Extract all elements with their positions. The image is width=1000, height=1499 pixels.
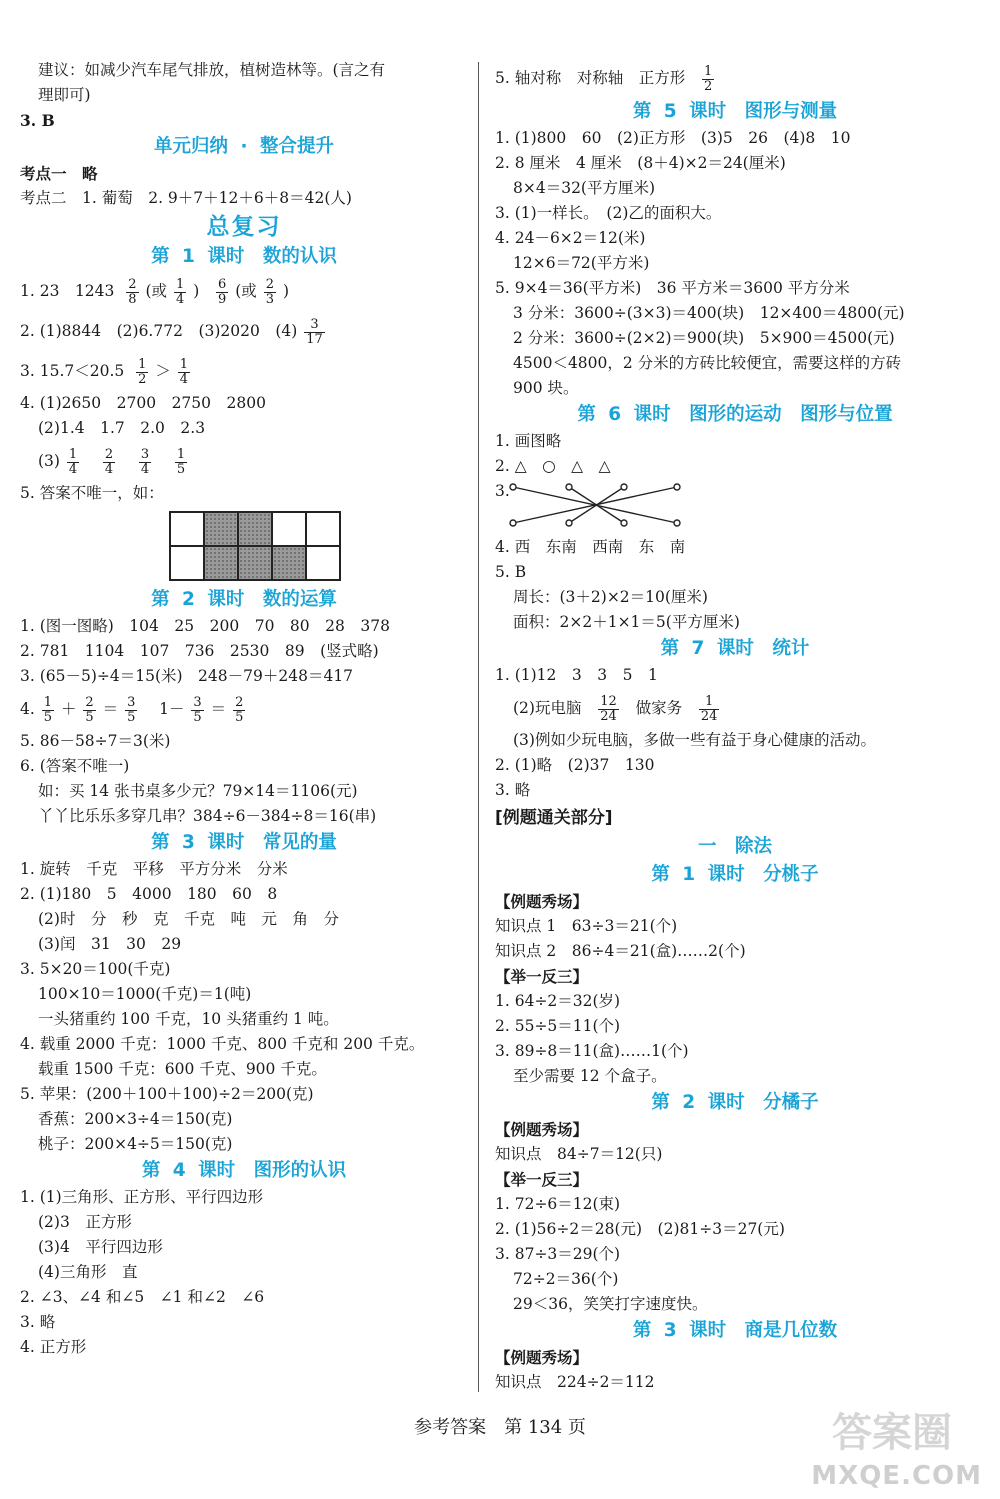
text-line: 丫丫比乐乐多穿几串？384÷6－384÷8＝16(串)	[38, 807, 377, 825]
dot	[510, 484, 516, 490]
text-line: 3. B	[20, 111, 55, 130]
denominator: 5	[43, 709, 53, 725]
text: ＝	[210, 700, 227, 718]
lesson-heading: 第 6 课时 图形的运动 图形与位置	[577, 404, 893, 425]
text-line: 1. 旋转 千克 平移 平方分米 分米	[20, 860, 288, 878]
text-line: 1. (图一图略) 104 25 200 70 80 28 378	[20, 617, 390, 635]
part-label: [例题通关部分]	[495, 808, 613, 828]
text-line: 2. 8 厘米 4 厘米 (8＋4)×2＝24(厘米)	[495, 154, 786, 172]
text-line: 1. (1)12 3 3 5 1	[495, 666, 658, 684]
grid-cell	[170, 546, 204, 580]
text-line: 900 块。	[513, 379, 579, 397]
numerator: 3	[304, 318, 325, 333]
fraction	[174, 278, 186, 307]
text-line: 4500＜4800，2 分米的方砖比较便宜，需要这样的方砖	[513, 354, 902, 372]
text-line: (2)时 分 秒 克 千克 吨 元 角 分	[38, 910, 339, 928]
grid-cell	[306, 546, 340, 580]
text-line: (3)4 平行四边形	[38, 1238, 163, 1256]
fraction	[178, 358, 190, 387]
text-line: 【例题秀场】	[495, 892, 589, 911]
text-line: 5. 答案不唯一，如：	[20, 484, 164, 502]
text: 3. 15.7＜20.5	[20, 362, 125, 380]
text: 做家务	[635, 699, 683, 717]
text: )	[193, 282, 200, 300]
fraction	[699, 695, 720, 724]
text-line: 1. 72÷6＝12(束)	[495, 1195, 621, 1213]
text-line: 如：买 14 张书桌多少元？79×14＝1106(元)	[38, 782, 358, 800]
text-line: 知识点 2 86÷4＝21(盒)……2(个)	[495, 942, 746, 960]
text-line: 4. (1)2650 2700 2750 2800	[20, 394, 266, 412]
text-line: 5. 9×4＝36(平方米) 36 平方米＝3600 平方分米	[495, 279, 850, 297]
text-line: 一头猪重约 100 千克，10 头猪重约 1 吨。	[38, 1010, 339, 1028]
matching-figure	[495, 479, 975, 535]
denominator: 2	[138, 371, 147, 387]
text-line: 2. 781 1104 107 736 2530 89 (竖式略)	[20, 642, 379, 660]
lesson-heading: 第 3 课时 常见的量	[151, 832, 337, 853]
denominator: 2	[704, 78, 713, 94]
text-line: 5. 苹果：(200＋100＋100)÷2＝200(克)	[20, 1085, 314, 1103]
fraction	[136, 358, 148, 387]
numerator: 2	[128, 276, 137, 292]
text-line: 周长：(3＋2)×2＝10(厘米)	[513, 588, 708, 606]
dot	[566, 484, 572, 490]
text-line: 桃子：200×4÷5＝150(克)	[38, 1135, 233, 1153]
fraction	[103, 448, 115, 477]
fraction	[175, 448, 187, 477]
text: ＝	[102, 700, 119, 718]
text: 2. (1)8844 (2)6.772 (3)2020 (4)	[20, 322, 298, 340]
numerator: 1	[68, 446, 78, 462]
text: 5. 轴对称 对称轴 正方形	[495, 69, 686, 87]
fraction	[42, 696, 54, 725]
lesson-heading: 第 2 课时 数的运算	[151, 589, 337, 610]
text-line: 2. (1)180 5 4000 180 60 8	[20, 885, 278, 903]
watermark-logo-text: 答案圈	[832, 1410, 952, 1456]
text-line: 【例题秀场】	[495, 1348, 589, 1367]
denominator: 9	[218, 291, 227, 307]
chapter-heading: 总复习	[206, 214, 282, 240]
answer-line	[20, 271, 468, 311]
text-line: 2. (1)略 (2)37 130	[495, 756, 655, 774]
text-line: 2 分米：3600÷(2×2)＝900(块) 5×900＝4500(元)	[513, 329, 895, 347]
numerator: 12	[600, 693, 617, 709]
numerator: 1	[138, 356, 147, 372]
fraction	[83, 696, 95, 725]
denominator: 17	[306, 331, 323, 347]
answer-line	[495, 58, 975, 98]
text-line: (4)三角形 直	[38, 1263, 138, 1281]
text-line: (2)3 正方形	[38, 1213, 132, 1231]
denominator: 4	[68, 461, 78, 477]
text-line: 3. 略	[495, 781, 531, 799]
page-footer: 参考答案 第 134 页	[414, 1417, 586, 1438]
right-column	[495, 58, 975, 1395]
numerator: 2	[265, 276, 275, 292]
denominator: 5	[85, 709, 94, 725]
lesson-heading: 第 1 课时 分桃子	[651, 864, 819, 885]
denominator: 3	[265, 291, 275, 307]
text: 1－	[159, 700, 185, 718]
numerator: 3	[127, 694, 136, 710]
numerator: 3	[140, 446, 150, 462]
numerator: 1	[176, 446, 186, 462]
text-line: 至少需要 12 个盒子。	[513, 1067, 667, 1085]
watermark-logo	[802, 1401, 982, 1491]
denominator: 4	[104, 461, 114, 477]
fraction	[191, 696, 203, 725]
text-line: 3. 87÷3＝29(个)	[495, 1245, 621, 1263]
dot	[674, 484, 680, 490]
text-line: 3 分米：3600÷(3×3)＝400(块) 12×400＝4800(元)	[513, 304, 905, 322]
text-line: 知识点 1 63÷3＝21(个)	[495, 917, 678, 935]
dot	[621, 484, 627, 490]
text-line: 3. 89÷8＝11(盒)……1(个)	[495, 1042, 689, 1060]
watermark-site-text: MXQE.COM	[811, 1461, 982, 1491]
answer-line	[20, 351, 468, 391]
grid-cell	[272, 512, 306, 546]
denominator: 8	[128, 291, 137, 307]
dot	[621, 520, 627, 526]
text-line: (3)例如少玩电脑，多做一些有益于身心健康的活动。	[513, 731, 876, 749]
text-line: 4. 正方形	[20, 1338, 87, 1356]
dot	[674, 520, 680, 526]
dot	[566, 520, 572, 526]
text-line: 3. 略	[20, 1313, 56, 1331]
text-line: 面积：2×2＋1×1＝5(平方厘米)	[513, 613, 740, 631]
text-line: 知识点 84÷7＝12(只)	[495, 1145, 663, 1163]
text-line: 4. 载重 2000 千克：1000 千克、800 千克和 200 千克。	[20, 1035, 425, 1053]
text-line: 29＜36，笑笑打字速度快。	[513, 1295, 708, 1313]
lesson-heading: 第 5 课时 图形与测量	[632, 101, 838, 122]
text: 4.	[20, 700, 35, 718]
text-line: 1. 64÷2＝32(岁)	[495, 992, 621, 1010]
text: (3)	[38, 452, 60, 470]
grid-table	[169, 511, 341, 581]
text-line: 2. △ ○ △ △	[495, 457, 611, 475]
numerator: 3	[193, 694, 202, 710]
fraction	[216, 278, 228, 307]
lesson-heading: 第 4 课时 图形的认识	[141, 1160, 347, 1181]
denominator: 5	[127, 709, 136, 725]
text-line: 3. 5×20＝100(千克)	[20, 960, 171, 978]
numerator: 1	[43, 694, 53, 710]
text-line: 理即可)	[38, 86, 91, 104]
text-line: 考点二 1. 葡萄 2. 9＋7＋12＋6＋8＝42(人)	[20, 189, 352, 207]
lesson-heading: 第 3 课时 商是几位数	[632, 1320, 838, 1341]
text-line: 1. 画图略	[495, 432, 562, 450]
denominator: 5	[235, 709, 244, 725]
dot	[510, 520, 516, 526]
denominator: 4	[175, 291, 185, 307]
text-line: 5. B	[495, 563, 527, 581]
text-line: 【举一反三】	[495, 967, 589, 986]
text: ＋	[60, 700, 77, 718]
numerator: 1	[699, 695, 720, 710]
denominator: 4	[179, 371, 189, 387]
numerator: 1	[179, 356, 189, 372]
fraction	[139, 448, 151, 477]
text-line: 4. 24－6×2＝12(米)	[495, 229, 646, 247]
text-line: 3. (65－5)÷4＝15(米) 248－79＋248＝417	[20, 667, 354, 685]
grid-cell-shaded	[204, 512, 238, 546]
section-heading: 单元归纳 · 整合提升	[154, 136, 334, 157]
text-line: 72÷2＝36(个)	[513, 1270, 619, 1288]
lesson-heading: 第 1 课时 数的认识	[151, 246, 337, 267]
numerator: 2	[235, 694, 244, 710]
text-line: 建议：如减少汽车尾气排放，植树造林等。(言之有	[38, 61, 386, 79]
numerator: 6	[218, 276, 227, 292]
text-line: 2. ∠3、∠4 和∠5 ∠1 和∠2 ∠6	[20, 1288, 265, 1306]
text: (或	[235, 282, 257, 300]
fraction	[67, 448, 79, 477]
grid-cell-shaded	[272, 546, 306, 580]
text: (2)玩电脑	[513, 699, 582, 717]
chapter-heading: 一 除法	[697, 836, 772, 857]
denominator: 24	[600, 708, 617, 724]
text: )	[282, 282, 290, 300]
answer-line	[20, 311, 468, 351]
left-column	[20, 58, 468, 1360]
fraction	[264, 278, 276, 307]
text-line: (2)1.4 1.7 2.0 2.3	[38, 419, 206, 437]
numerator: 2	[104, 446, 114, 462]
grid-cell	[306, 512, 340, 546]
grid-figure	[20, 506, 468, 586]
numerator: 1	[704, 63, 713, 79]
fraction	[126, 278, 138, 307]
text: 1. 23 1243	[20, 282, 115, 300]
lesson-heading: 第 2 课时 分橘子	[651, 1092, 819, 1113]
text-line: 12×6＝72(平方米)	[513, 254, 650, 272]
matching-lines-diagram	[509, 479, 699, 535]
grid-cell-shaded	[204, 546, 238, 580]
grid-cell	[170, 512, 204, 546]
denominator: 5	[176, 461, 186, 477]
fraction	[233, 696, 245, 725]
text-line: 2. 55÷5＝11(个)	[495, 1017, 621, 1035]
text: ＞	[155, 362, 171, 380]
text-line: 6. (答案不唯一)	[20, 757, 130, 775]
text-line: 【例题秀场】	[495, 1120, 589, 1139]
text-line: 知识点 224÷2＝112	[495, 1373, 655, 1391]
answer-line	[20, 441, 468, 481]
denominator: 5	[193, 709, 202, 725]
text-line: 载重 1500 千克：600 千克、900 千克。	[38, 1060, 327, 1078]
fraction	[598, 695, 619, 724]
text-line: 8×4＝32(平方厘米)	[513, 179, 656, 197]
answer-line	[20, 689, 468, 729]
numerator: 1	[175, 276, 185, 292]
text-line: 1. (1)800 60 (2)正方形 (3)5 26 (4)8 10	[495, 129, 851, 147]
text: (或	[145, 282, 168, 300]
lesson-heading: 第 7 课时 统计	[660, 638, 810, 659]
column-divider	[478, 62, 479, 1392]
text-line: 100×10＝1000(千克)＝1(吨)	[38, 985, 252, 1003]
fraction	[304, 318, 325, 347]
denominator: 24	[700, 708, 718, 724]
text-line: 1. (1)三角形、正方形、平行四边形	[20, 1188, 264, 1206]
grid-cell-shaded	[238, 546, 272, 580]
numerator: 2	[85, 694, 94, 710]
text-line: 考点一 略	[20, 164, 98, 183]
text-line: 5. 86－58÷7＝3(米)	[20, 732, 171, 750]
text-line: 4. 西 东南 西南 东 南	[495, 538, 686, 556]
answer-line	[495, 688, 975, 728]
fraction	[702, 65, 714, 94]
text-line: 2. (1)56÷2＝28(元) (2)81÷3＝27(元)	[495, 1220, 785, 1238]
fraction	[125, 696, 137, 725]
denominator: 4	[140, 461, 150, 477]
text-line: 香蕉：200×3÷4＝150(克)	[38, 1110, 233, 1128]
grid-cell-shaded	[238, 512, 272, 546]
text-line: 3. (1)一样长。 (2)乙的面积大。	[495, 204, 722, 222]
text-line: (3)闰 31 30 29	[38, 935, 182, 953]
text-line: 3.	[495, 482, 510, 500]
text-line: 【举一反三】	[495, 1170, 589, 1189]
